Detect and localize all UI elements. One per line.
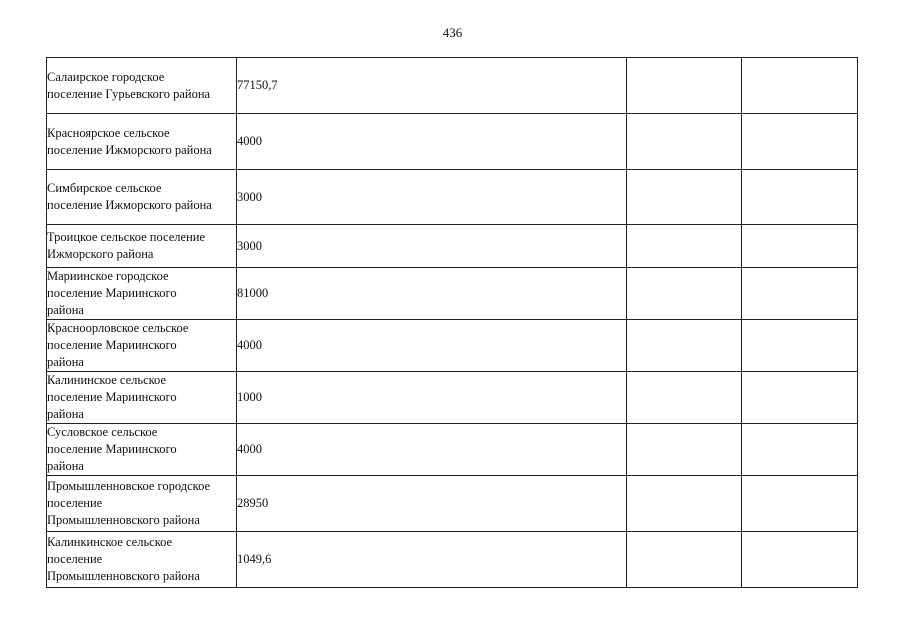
settlement-name-line: Красноорловское сельское [47, 321, 189, 335]
amount-cell: 1000 [237, 372, 627, 424]
empty-cell [627, 114, 742, 170]
amount-cell: 4000 [237, 114, 627, 170]
table-row [47, 114, 858, 170]
table-row [47, 225, 858, 268]
settlement-name-line: района [47, 459, 84, 473]
empty-cell [627, 476, 742, 532]
settlement-name-cell [47, 424, 237, 476]
settlement-name-line: Промышленновского района [47, 569, 200, 583]
empty-cell [627, 170, 742, 225]
settlement-name-line: поселение [47, 496, 103, 510]
empty-cell [742, 320, 858, 372]
settlement-name-cell [47, 320, 237, 372]
empty-cell [627, 424, 742, 476]
table-row [47, 532, 858, 588]
empty-cell [627, 58, 742, 114]
empty-cell [742, 114, 858, 170]
table-row [47, 424, 858, 476]
empty-cell [627, 225, 742, 268]
table-row [47, 476, 858, 532]
empty-cell [742, 268, 858, 320]
empty-cell [742, 225, 858, 268]
settlement-name-cell [47, 268, 237, 320]
settlement-name-line: Мариинское городское [47, 269, 169, 283]
settlement-name-line: поселение [47, 552, 103, 566]
empty-cell [742, 372, 858, 424]
empty-cell [627, 320, 742, 372]
empty-cell [742, 532, 858, 588]
settlement-name-cell [47, 225, 237, 268]
empty-cell [742, 58, 858, 114]
amount-cell: 3000 [237, 225, 627, 268]
empty-cell [742, 424, 858, 476]
settlement-name-line: поселение Ижморского района [47, 142, 212, 157]
settlement-name-line: Калинкинское сельское [47, 535, 173, 549]
amount-cell: 1049,6 [237, 532, 627, 588]
table-row [47, 58, 858, 114]
amount-cell: 3000 [237, 170, 627, 225]
settlement-name-line: района [47, 355, 84, 369]
amount-cell: 4000 [237, 320, 627, 372]
empty-cell [627, 372, 742, 424]
data-table [46, 57, 858, 588]
amount-cell: 77150,7 [237, 58, 627, 114]
settlement-name-line: поселение Ижморского района [47, 198, 212, 212]
table-row [47, 170, 858, 225]
settlement-name-cell [47, 476, 237, 532]
amount-cell: 81000 [237, 268, 627, 320]
settlement-name-line: Салаирское городское [47, 69, 165, 84]
table-row [47, 320, 858, 372]
settlement-name-line: района [47, 303, 84, 317]
settlement-name-cell [47, 170, 237, 225]
settlement-name-line: Симбирское сельское [47, 181, 162, 195]
page-number: 436 [442, 25, 463, 40]
settlement-name-line: поселение Гурьевского района [47, 86, 211, 101]
settlement-name-line: Калининское сельское [47, 373, 167, 387]
settlement-name-line: Ижморского района [47, 247, 154, 261]
empty-cell [627, 268, 742, 320]
empty-cell [742, 476, 858, 532]
settlement-name-cell [47, 114, 237, 170]
settlement-name-line: поселение Мариинского [47, 390, 177, 404]
settlement-name-cell [47, 532, 237, 588]
empty-cell [742, 170, 858, 225]
amount-cell: 28950 [237, 476, 627, 532]
settlement-name-line: Красноярское сельское [47, 125, 170, 140]
settlement-name-cell [47, 58, 237, 114]
empty-cell [627, 532, 742, 588]
table-row [47, 268, 858, 320]
settlement-name-line: поселение Мариинского [47, 338, 177, 352]
settlement-name-line: Троицкое сельское поселение [47, 230, 206, 244]
table-row [47, 372, 858, 424]
settlement-name-line: Сусловское сельское [47, 425, 158, 439]
settlement-name-line: поселение Мариинского [47, 286, 177, 300]
amount-cell: 4000 [237, 424, 627, 476]
settlement-name-line: Промышленновское городское [47, 479, 211, 493]
settlement-name-cell [47, 372, 237, 424]
settlement-name-line: Промышленновского района [47, 513, 200, 527]
settlement-name-line: поселение Мариинского [47, 442, 177, 456]
settlement-name-line: района [47, 407, 84, 421]
